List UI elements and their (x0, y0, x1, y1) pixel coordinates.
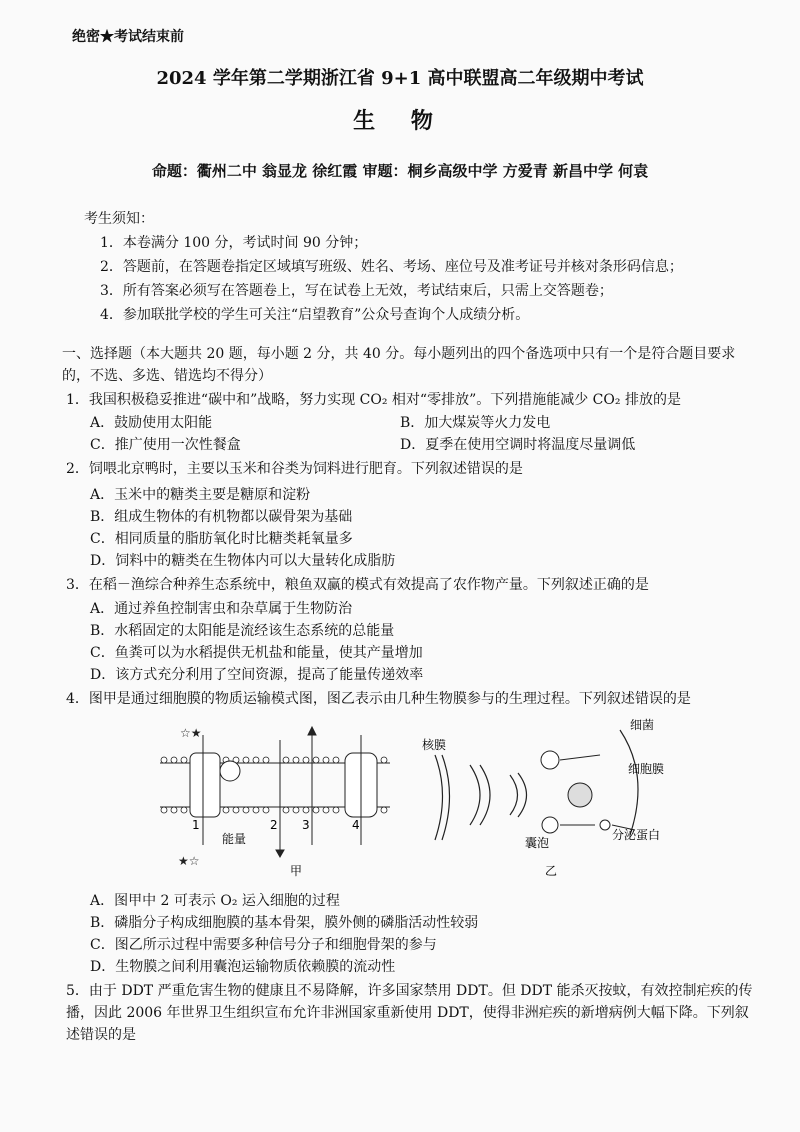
option: C．相同质量的脂肪氧化时比糖类耗氧量多 (90, 531, 353, 547)
option: D．该方式充分利用了空间资源，提高了能量传递效率 (90, 667, 424, 683)
option: C．推广使用一次性餐盒 (90, 437, 241, 453)
label-energy: 能量 (222, 832, 247, 846)
notice-heading: 考生须知： (84, 211, 154, 227)
notice-item: 3．所有答案必须写在答题卷上，写在试卷上无效，考试结束后，只需上交答题卷； (100, 283, 613, 299)
notice-item: 4．参加联批学校的学生可关注“启望教育”公众号查询个人成绩分析。 (100, 307, 530, 323)
cell-membrane (620, 730, 638, 835)
er-golgi (470, 765, 527, 825)
question-stem: 4．图甲是通过细胞膜的物质运输模式图，图乙表示由几种生物膜参与的生理过程。下列叙述错误的是 (66, 691, 691, 707)
question-stem: 1．我国积极稳妥推进“碳中和”战略，努力实现 CO₂ 相对“零排放”。下列措施能减少 CO₂ 排放的是 (66, 392, 681, 408)
label-jia: 甲 (290, 864, 303, 878)
nuclear-membrane (435, 755, 450, 840)
notice-item: 2．答题前，在答题卷指定区域填写班级、姓名、考场、座位号及准考证号并核对条形码信息； (100, 259, 683, 275)
label-vesicle: 囊泡 (525, 836, 550, 850)
option: A．鼓励使用太阳能 (90, 415, 213, 431)
section-heading: 一、选择题（本大题共 20 题，每小题 2 分，共 40 分。每小题列出的四个备选项中只有一个是符合题目要求的，不选、多选、错选均不得分） (62, 346, 736, 384)
vesicle (542, 817, 558, 833)
question-stem: 2．饲喂北京鸭时，主要以玉米和谷类为饲料进行肥育。下列叙述错误的是 (66, 461, 523, 477)
question-stem: 5．由于 DDT 严重危害生物的健康且不易降解，许多国家禁用 DDT。但 DDT 能杀灭按蚊，有效控制疟疾的传播，因此 2006 年世界卫生组织宣布允许非洲国家重新使用 DDT，使得非洲疟疾的新增病例大幅下降。下列叙述错误的是 (66, 983, 753, 1043)
vesicle (541, 751, 559, 769)
authors-line: 命题：衢州二中 翁显龙 徐红霞 审题：桐乡高级中学 方爱青 新昌中学 何袁 (151, 162, 649, 180)
option: D．饲料中的糖类在生物体内可以大量转化成脂肪 (90, 553, 396, 569)
option: B．加大煤炭等火力发电 (400, 415, 551, 431)
option: A．通过养鱼控制害虫和杂草属于生物防治 (90, 601, 353, 617)
option: C．图乙所示过程中需要多种信号分子和细胞骨架的参与 (90, 937, 437, 953)
label-cell-membrane: 细胞膜 (628, 762, 665, 776)
option: B．磷脂分子构成细胞膜的基本骨架，膜外侧的磷脂活动性较弱 (90, 915, 479, 931)
svg-text:☆★: ☆★ (180, 726, 202, 740)
option: D．夏季在使用空调时将温度尽量调低 (400, 437, 636, 453)
option: C．鱼粪可以为水稻提供无机盐和能量，使其产量增加 (90, 645, 423, 661)
label-yi: 乙 (545, 864, 558, 878)
question-stem: 3．在稻－渔综合种养生态系统中，粮鱼双赢的模式有效提高了农作物产量。下列叙述正确的是 (66, 577, 649, 593)
notice-item: 1．本卷满分 100 分，考试时间 90 分钟； (100, 235, 368, 251)
option: A．图甲中 2 可表示 O₂ 运入细胞的过程 (90, 893, 340, 909)
option: B．组成生物体的有机物都以碳骨架为基础 (90, 509, 353, 525)
glycoprotein (220, 761, 240, 781)
label-secretory-protein: 分泌蛋白 (612, 828, 661, 842)
vesicle (600, 820, 610, 830)
membrane-figure (150, 715, 670, 880)
label-4: 4 (352, 818, 360, 832)
confidential-label: 绝密★考试结束前 (72, 29, 184, 45)
subject-title: 生 物 (353, 108, 447, 134)
carrier-protein (190, 753, 220, 817)
option: A．玉米中的糖类主要是糖原和淀粉 (90, 487, 311, 503)
label-bacteria: 细菌 (630, 718, 655, 732)
lysosome (568, 783, 592, 807)
label-1: 1 (192, 818, 200, 832)
label-3: 3 (302, 818, 310, 832)
label-2: 2 (270, 818, 278, 832)
svg-text:★☆: ★☆ (178, 854, 200, 868)
option: B．水稻固定的太阳能是流经该生态系统的总能量 (90, 623, 395, 639)
label-nuclear-membrane: 核膜 (422, 738, 447, 752)
option: D．生物膜之间利用囊泡运输物质依赖膜的流动性 (90, 959, 396, 975)
exam-title: 2024 学年第二学期浙江省 9+1 高中联盟高二年级期中考试 (156, 68, 644, 89)
